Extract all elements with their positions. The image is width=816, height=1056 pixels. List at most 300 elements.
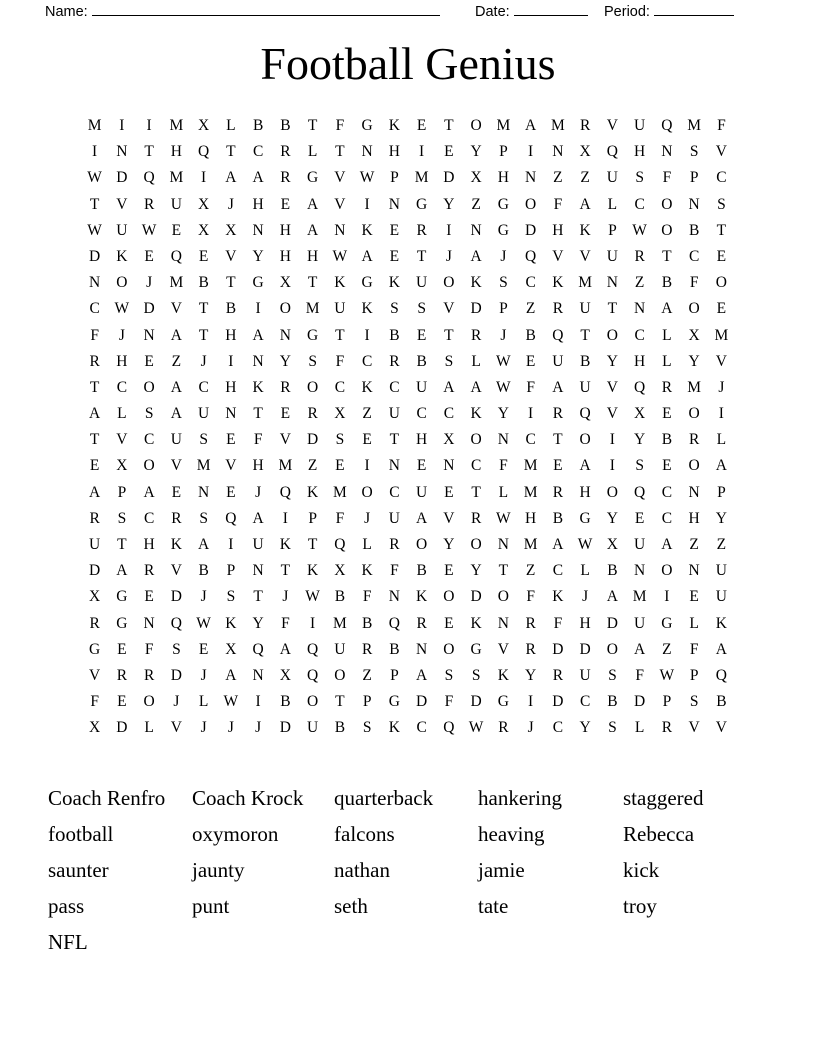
grid-letter[interactable]: G	[497, 195, 509, 213]
grid-letter[interactable]: C	[143, 509, 155, 527]
grid-letter[interactable]: E	[89, 457, 100, 475]
grid-letter[interactable]: N	[552, 143, 564, 161]
grid-letter[interactable]: X	[579, 143, 591, 161]
grid-letter[interactable]: E	[444, 143, 454, 161]
grid-letter[interactable]: A	[606, 588, 618, 606]
grid-letter[interactable]: R	[389, 536, 400, 553]
grid-letter[interactable]: Y	[279, 352, 291, 370]
grid-letter[interactable]: Z	[553, 169, 563, 187]
grid-letter[interactable]: U	[634, 614, 646, 632]
grid-letter[interactable]: Q	[443, 719, 455, 737]
grid-letter[interactable]: T	[553, 431, 563, 449]
grid-letter[interactable]: Q	[307, 666, 319, 684]
grid-letter[interactable]: P	[499, 143, 508, 161]
grid-letter[interactable]: U	[307, 719, 319, 737]
grid-letter[interactable]: R	[280, 169, 291, 187]
grid-letter[interactable]: V	[170, 457, 182, 475]
grid-letter[interactable]: T	[335, 693, 345, 711]
period-field[interactable]	[604, 2, 734, 21]
grid-letter[interactable]: W	[359, 169, 375, 187]
grid-letter[interactable]: E	[198, 247, 209, 265]
grid-letter[interactable]: S	[499, 274, 508, 292]
grid-letter[interactable]: A	[661, 300, 673, 318]
grid-letter[interactable]: H	[279, 221, 291, 239]
grid-letter[interactable]: R	[525, 614, 536, 632]
grid-letter[interactable]: A	[416, 509, 428, 527]
grid-letter[interactable]: M	[714, 326, 729, 344]
grid-letter[interactable]: N	[688, 483, 700, 501]
grid-letter[interactable]: B	[607, 562, 618, 580]
grid-letter[interactable]: D	[579, 640, 591, 658]
grid-letter[interactable]: O	[688, 405, 700, 423]
grid-letter[interactable]: X	[334, 562, 346, 580]
grid-letter[interactable]: G	[307, 326, 319, 344]
grid-letter[interactable]: V	[116, 431, 128, 449]
grid-letter[interactable]: S	[444, 666, 454, 684]
grid-letter[interactable]: B	[198, 562, 209, 580]
grid-letter[interactable]: Z	[307, 457, 318, 475]
grid-letter[interactable]: A	[715, 457, 727, 475]
grid-letter[interactable]: R	[552, 405, 564, 423]
grid-letter[interactable]: J	[146, 274, 153, 292]
period-blank-line[interactable]	[654, 2, 734, 16]
grid-letter[interactable]: S	[689, 143, 699, 161]
grid-letter[interactable]: C	[552, 719, 564, 737]
grid-letter[interactable]: G	[416, 195, 428, 213]
grid-letter[interactable]: U	[552, 352, 564, 370]
grid-letter[interactable]: A	[252, 326, 264, 344]
grid-letter[interactable]: E	[144, 352, 154, 370]
grid-letter[interactable]: O	[143, 693, 155, 711]
grid-letter[interactable]: O	[416, 536, 428, 553]
grid-letter[interactable]: Y	[252, 247, 264, 265]
grid-letter[interactable]: K	[170, 536, 182, 553]
grid-letter[interactable]: T	[335, 326, 345, 344]
grid-letter[interactable]: O	[443, 640, 455, 658]
grid-letter[interactable]: H	[497, 169, 509, 187]
grid-letter[interactable]: E	[634, 509, 645, 527]
word-list-item[interactable]: heaving	[478, 822, 545, 846]
grid-letter[interactable]: B	[361, 614, 373, 632]
grid-letter[interactable]: S	[117, 509, 127, 527]
grid-letter[interactable]: K	[552, 588, 564, 606]
grid-letter[interactable]: F	[144, 640, 154, 658]
grid-letter[interactable]: V	[89, 666, 101, 684]
grid-letter[interactable]: T	[444, 326, 454, 344]
grid-letter[interactable]: V	[443, 509, 455, 527]
grid-letter[interactable]: K	[470, 405, 482, 423]
grid-letter[interactable]: D	[307, 431, 319, 449]
grid-letter[interactable]: N	[225, 405, 237, 423]
grid-letter[interactable]: U	[388, 405, 400, 423]
grid-letter[interactable]: A	[416, 666, 428, 684]
grid-letter[interactable]: L	[498, 483, 509, 501]
grid-letter[interactable]: O	[279, 300, 291, 318]
grid-letter[interactable]: T	[307, 536, 318, 553]
grid-letter[interactable]: H	[143, 536, 155, 553]
grid-letter[interactable]: M	[332, 483, 347, 501]
grid-letter[interactable]: I	[92, 143, 98, 161]
grid-letter[interactable]: O	[116, 274, 128, 292]
grid-letter[interactable]: B	[525, 326, 536, 344]
grid-letter[interactable]: V	[170, 719, 182, 737]
grid-letter[interactable]: R	[389, 352, 400, 370]
grid-letter[interactable]: F	[717, 117, 726, 134]
grid-letter[interactable]: Z	[362, 405, 372, 423]
grid-letter[interactable]: G	[116, 588, 128, 606]
grid-letter[interactable]: L	[716, 431, 727, 449]
grid-letter[interactable]: A	[170, 378, 182, 396]
grid-letter[interactable]: J	[227, 719, 234, 737]
grid-letter[interactable]: V	[715, 143, 727, 161]
grid-letter[interactable]: C	[89, 300, 100, 318]
grid-letter[interactable]: I	[228, 352, 234, 370]
word-list-item[interactable]: troy	[623, 894, 657, 918]
grid-letter[interactable]: K	[388, 274, 400, 292]
grid-letter[interactable]: R	[552, 483, 564, 501]
grid-letter[interactable]: Q	[606, 143, 618, 161]
grid-letter[interactable]: X	[198, 117, 210, 134]
grid-letter[interactable]: M	[687, 378, 702, 396]
grid-letter[interactable]: U	[198, 405, 210, 423]
grid-letter[interactable]: F	[553, 614, 563, 632]
grid-letter[interactable]: D	[470, 588, 482, 606]
grid-letter[interactable]: D	[89, 562, 101, 580]
grid-letter[interactable]: C	[579, 693, 591, 711]
grid-letter[interactable]: F	[390, 562, 399, 580]
grid-letter[interactable]: S	[172, 640, 181, 658]
grid-letter[interactable]: L	[634, 719, 645, 737]
grid-letter[interactable]: X	[89, 588, 101, 606]
grid-letter[interactable]: U	[170, 195, 182, 213]
grid-letter[interactable]: U	[606, 169, 618, 187]
grid-letter[interactable]: G	[252, 274, 264, 292]
grid-letter[interactable]: I	[119, 117, 125, 134]
grid-letter[interactable]: O	[143, 378, 155, 396]
grid-letter[interactable]: E	[444, 562, 454, 580]
grid-letter[interactable]: S	[417, 300, 426, 318]
grid-letter[interactable]: O	[497, 588, 509, 606]
grid-letter[interactable]: L	[662, 326, 672, 344]
grid-letter[interactable]: N	[143, 614, 155, 632]
grid-letter[interactable]: Y	[443, 195, 455, 213]
word-list-item[interactable]: Coach Renfro	[48, 786, 166, 810]
word-list-item[interactable]: jaunty	[192, 858, 245, 882]
grid-letter[interactable]: K	[361, 221, 373, 239]
grid-letter[interactable]: N	[334, 221, 346, 239]
grid-letter[interactable]: Z	[662, 640, 672, 658]
grid-letter[interactable]: O	[470, 536, 482, 553]
grid-letter[interactable]: A	[225, 666, 237, 684]
grid-letter[interactable]: K	[579, 221, 591, 239]
grid-letter[interactable]: O	[525, 195, 537, 213]
grid-letter[interactable]: Q	[225, 509, 237, 527]
grid-letter[interactable]: C	[416, 719, 427, 737]
grid-letter[interactable]: V	[225, 247, 237, 265]
grid-letter[interactable]: H	[116, 352, 128, 370]
grid-letter[interactable]: E	[144, 588, 154, 606]
grid-letter[interactable]: N	[688, 562, 700, 580]
grid-letter[interactable]: R	[89, 509, 100, 527]
grid-letter[interactable]: A	[470, 247, 482, 265]
grid-letter[interactable]: E	[280, 405, 291, 423]
grid-letter[interactable]: J	[445, 247, 452, 265]
grid-letter[interactable]: Y	[443, 536, 455, 553]
grid-letter[interactable]: N	[661, 143, 673, 161]
grid-letter[interactable]: T	[280, 562, 291, 580]
grid-letter[interactable]: A	[198, 536, 210, 553]
grid-letter[interactable]: M	[578, 274, 593, 292]
grid-letter[interactable]: U	[634, 536, 646, 553]
grid-letter[interactable]: J	[500, 247, 507, 265]
grid-letter[interactable]: L	[662, 352, 672, 370]
grid-letter[interactable]: K	[361, 562, 373, 580]
grid-letter[interactable]: Y	[470, 562, 482, 580]
grid-letter[interactable]: Q	[170, 247, 182, 265]
grid-letter[interactable]: H	[552, 221, 564, 239]
grid-letter[interactable]: O	[307, 693, 319, 711]
grid-letter[interactable]: Z	[525, 562, 536, 580]
grid-letter[interactable]: S	[199, 509, 208, 527]
grid-letter[interactable]: I	[310, 614, 316, 632]
grid-letter[interactable]: T	[89, 378, 100, 396]
grid-letter[interactable]: I	[255, 693, 261, 711]
grid-letter[interactable]: V	[606, 378, 618, 396]
grid-letter[interactable]: B	[552, 509, 564, 527]
grid-letter[interactable]: X	[225, 221, 237, 239]
word-list-item[interactable]: NFL	[48, 930, 88, 954]
grid-letter[interactable]: G	[579, 509, 591, 527]
grid-letter[interactable]: C	[716, 169, 727, 187]
grid-letter[interactable]: G	[497, 221, 509, 239]
word-search-grid[interactable]	[81, 113, 735, 742]
grid-letter[interactable]: J	[200, 719, 207, 737]
grid-letter[interactable]: L	[198, 693, 209, 711]
grid-letter[interactable]: O	[361, 483, 373, 501]
grid-letter[interactable]: P	[717, 483, 726, 501]
grid-letter[interactable]: D	[552, 693, 564, 711]
word-list-item[interactable]: hankering	[478, 786, 562, 810]
word-list-item[interactable]: Coach Krock	[192, 786, 304, 810]
grid-letter[interactable]: F	[662, 169, 672, 187]
grid-letter[interactable]: C	[634, 195, 645, 213]
grid-letter[interactable]: U	[579, 378, 591, 396]
grid-letter[interactable]: N	[688, 195, 700, 213]
grid-letter[interactable]: P	[390, 169, 399, 187]
grid-letter[interactable]: C	[661, 483, 673, 501]
grid-letter[interactable]: X	[334, 405, 346, 423]
grid-letter[interactable]: S	[689, 693, 699, 711]
grid-letter[interactable]: U	[606, 247, 618, 265]
grid-letter[interactable]: I	[255, 300, 261, 318]
grid-letter[interactable]: H	[307, 247, 319, 265]
grid-letter[interactable]: V	[579, 247, 591, 265]
grid-letter[interactable]: K	[361, 378, 373, 396]
grid-letter[interactable]: A	[252, 169, 264, 187]
grid-letter[interactable]: F	[335, 352, 345, 370]
grid-letter[interactable]: D	[634, 693, 646, 711]
grid-letter[interactable]: G	[361, 117, 373, 134]
grid-letter[interactable]: I	[201, 169, 207, 187]
grid-letter[interactable]: S	[390, 300, 399, 318]
grid-letter[interactable]: U	[634, 117, 646, 134]
grid-letter[interactable]: I	[609, 457, 615, 475]
grid-letter[interactable]: X	[279, 666, 291, 684]
grid-letter[interactable]: Y	[525, 666, 537, 684]
grid-letter[interactable]: P	[117, 483, 127, 501]
grid-letter[interactable]: U	[579, 666, 591, 684]
grid-letter[interactable]: F	[499, 457, 508, 475]
grid-letter[interactable]: B	[334, 588, 346, 606]
grid-letter[interactable]: A	[361, 247, 373, 265]
grid-letter[interactable]: A	[552, 378, 564, 396]
grid-letter[interactable]: F	[689, 274, 699, 292]
grid-letter[interactable]: T	[498, 562, 509, 580]
grid-letter[interactable]: N	[89, 274, 101, 292]
word-list-item[interactable]: quarterback	[334, 786, 434, 810]
grid-letter[interactable]: Z	[171, 352, 182, 370]
grid-letter[interactable]: C	[198, 378, 209, 396]
grid-letter[interactable]: V	[443, 300, 455, 318]
grid-letter[interactable]: Q	[525, 247, 537, 265]
grid-letter[interactable]: T	[716, 221, 727, 239]
grid-letter[interactable]: L	[362, 536, 372, 553]
grid-letter[interactable]: Z	[471, 195, 481, 213]
grid-letter[interactable]: D	[470, 693, 482, 711]
grid-letter[interactable]: Z	[716, 536, 727, 553]
grid-letter[interactable]: V	[606, 117, 618, 134]
grid-letter[interactable]: D	[116, 169, 128, 187]
grid-letter[interactable]: M	[169, 117, 184, 134]
grid-letter[interactable]: Z	[689, 536, 699, 553]
grid-letter[interactable]: N	[252, 221, 264, 239]
grid-letter[interactable]: G	[116, 614, 128, 632]
grid-letter[interactable]: T	[444, 117, 454, 134]
grid-letter[interactable]: R	[661, 378, 673, 396]
grid-letter[interactable]: U	[334, 640, 346, 658]
grid-letter[interactable]: T	[662, 247, 672, 265]
grid-letter[interactable]: M	[523, 536, 538, 553]
grid-letter[interactable]: A	[525, 117, 537, 134]
grid-letter[interactable]: X	[198, 221, 210, 239]
grid-letter[interactable]: S	[335, 431, 345, 449]
grid-letter[interactable]: I	[364, 457, 370, 475]
grid-letter[interactable]: U	[252, 536, 264, 553]
grid-letter[interactable]: N	[634, 562, 646, 580]
grid-letter[interactable]: E	[444, 483, 454, 501]
grid-letter[interactable]: N	[252, 666, 264, 684]
grid-letter[interactable]: O	[606, 483, 618, 501]
grid-letter[interactable]: S	[444, 352, 454, 370]
grid-letter[interactable]: E	[198, 640, 209, 658]
name-blank-line[interactable]	[92, 2, 440, 16]
grid-letter[interactable]: O	[688, 300, 700, 318]
grid-letter[interactable]: V	[170, 562, 182, 580]
grid-letter[interactable]: A	[634, 640, 646, 658]
grid-letter[interactable]: O	[443, 588, 455, 606]
grid-letter[interactable]: V	[225, 457, 237, 475]
grid-letter[interactable]: E	[280, 195, 291, 213]
grid-letter[interactable]: N	[443, 457, 455, 475]
grid-letter[interactable]: T	[89, 431, 100, 449]
grid-letter[interactable]: E	[416, 457, 427, 475]
grid-letter[interactable]: K	[470, 614, 482, 632]
word-list-item[interactable]: Rebecca	[623, 822, 695, 846]
grid-letter[interactable]: N	[198, 483, 210, 501]
grid-letter[interactable]: O	[470, 431, 482, 449]
grid-letter[interactable]: H	[525, 509, 537, 527]
grid-letter[interactable]: T	[307, 117, 318, 134]
grid-letter[interactable]: Z	[634, 274, 645, 292]
grid-letter[interactable]: E	[689, 588, 699, 606]
grid-letter[interactable]: J	[255, 483, 262, 501]
grid-letter[interactable]: B	[579, 352, 591, 370]
grid-letter[interactable]: Q	[579, 405, 591, 423]
grid-letter[interactable]: G	[361, 274, 373, 292]
grid-letter[interactable]: M	[332, 614, 347, 632]
grid-letter[interactable]: H	[634, 143, 646, 161]
grid-letter[interactable]: T	[253, 588, 263, 606]
grid-letter[interactable]: Q	[252, 640, 264, 658]
grid-letter[interactable]: O	[307, 378, 319, 396]
grid-letter[interactable]: K	[279, 536, 291, 553]
grid-letter[interactable]: S	[144, 405, 154, 423]
grid-letter[interactable]: K	[307, 483, 319, 501]
grid-letter[interactable]: O	[334, 666, 346, 684]
grid-letter[interactable]: F	[444, 693, 454, 711]
grid-letter[interactable]: R	[525, 640, 536, 658]
grid-letter[interactable]: R	[634, 247, 645, 265]
grid-letter[interactable]: X	[443, 431, 455, 449]
grid-letter[interactable]: I	[419, 143, 425, 161]
grid-letter[interactable]: A	[579, 195, 591, 213]
grid-letter[interactable]: E	[171, 221, 182, 239]
grid-letter[interactable]: K	[116, 247, 128, 265]
word-list-item[interactable]: oxymoron	[192, 822, 279, 846]
grid-letter[interactable]: I	[146, 117, 152, 134]
grid-letter[interactable]: F	[526, 588, 535, 606]
grid-letter[interactable]: Y	[252, 614, 264, 632]
grid-letter[interactable]: N	[388, 457, 400, 475]
grid-letter[interactable]: M	[632, 588, 647, 606]
grid-letter[interactable]: C	[416, 405, 427, 423]
grid-letter[interactable]: Z	[362, 666, 372, 684]
grid-letter[interactable]: D	[552, 640, 564, 658]
grid-letter[interactable]: H	[170, 143, 182, 161]
grid-letter[interactable]: M	[414, 169, 429, 187]
word-list-item[interactable]: kick	[623, 858, 660, 882]
grid-letter[interactable]: D	[170, 666, 182, 684]
grid-letter[interactable]: Q	[170, 614, 182, 632]
grid-letter[interactable]: K	[252, 378, 264, 396]
grid-letter[interactable]: D	[525, 221, 537, 239]
grid-letter[interactable]: N	[361, 143, 373, 161]
grid-letter[interactable]: E	[389, 221, 400, 239]
grid-letter[interactable]: V	[170, 300, 182, 318]
grid-letter[interactable]: I	[718, 405, 724, 423]
grid-letter[interactable]: P	[226, 562, 236, 580]
grid-letter[interactable]: J	[227, 195, 234, 213]
grid-letter[interactable]: W	[632, 221, 647, 239]
grid-letter[interactable]: Q	[388, 614, 400, 632]
grid-letter[interactable]: O	[606, 326, 618, 344]
grid-letter[interactable]: B	[225, 300, 237, 318]
grid-letter[interactable]: U	[416, 378, 428, 396]
grid-letter[interactable]: H	[225, 378, 237, 396]
word-list-item[interactable]: tate	[478, 894, 509, 918]
grid-letter[interactable]: E	[117, 640, 127, 658]
grid-letter[interactable]: U	[715, 588, 727, 606]
